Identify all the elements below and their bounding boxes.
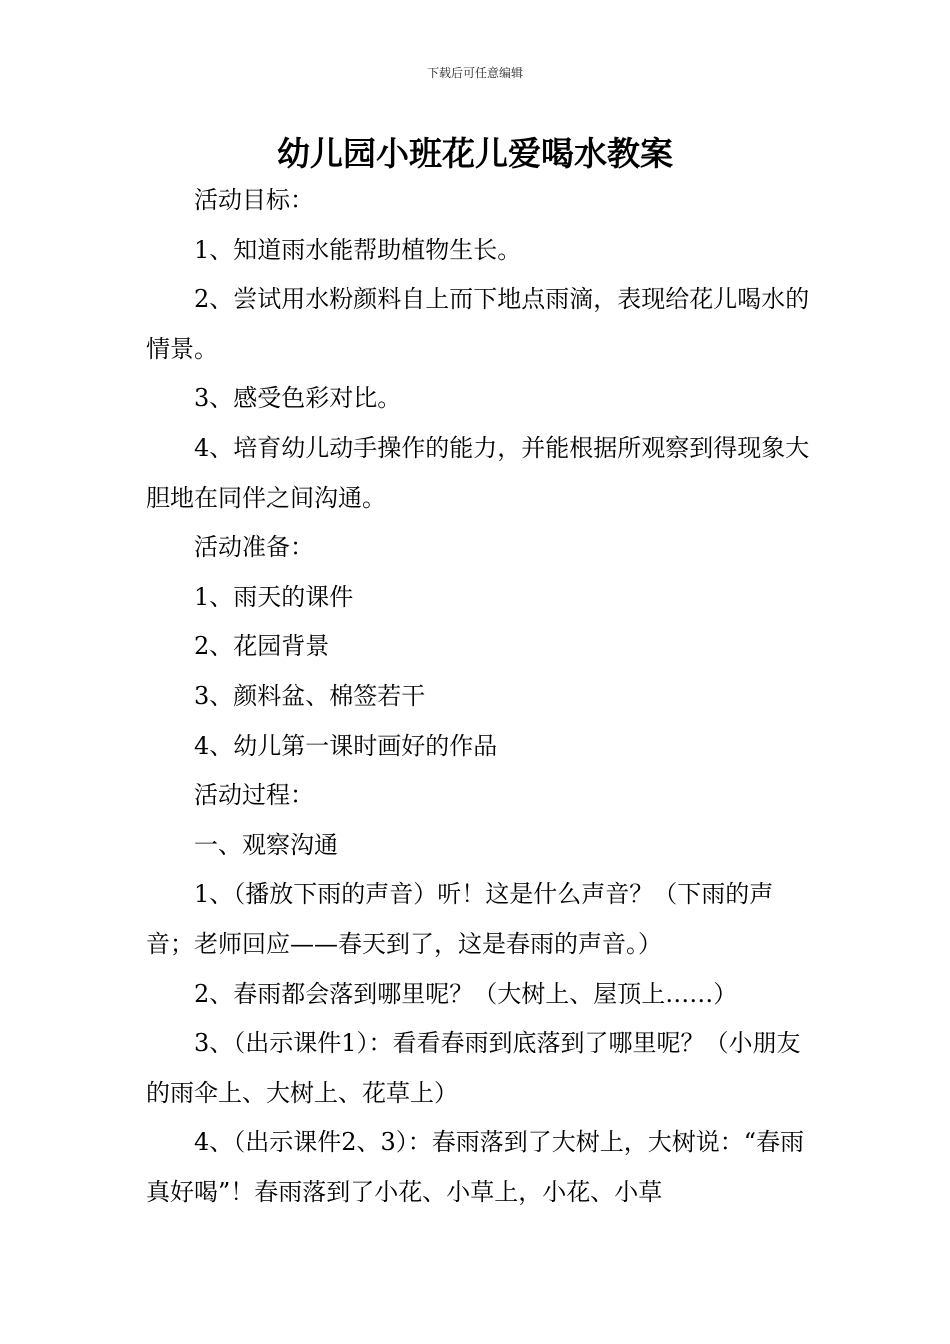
document-title: 幼儿园小班花儿爱喝水教案 [277, 134, 673, 173]
paragraph-prep-2: 2、花园背景 [194, 632, 330, 661]
paragraph-prep-heading: 活动准备： [194, 533, 314, 562]
paragraph-goal-2: 2、尝试用水粉颜料自上而下地点雨滴，表现给花儿喝水的情景。 [146, 285, 810, 363]
paragraph-step-2: 2、春雨都会落到哪里呢？（大树上、屋顶上……） [194, 979, 738, 1008]
paragraph-goal-3: 3、感受色彩对比。 [194, 384, 402, 413]
paragraph-prep-4: 4、幼儿第一课时画好的作品 [194, 731, 498, 760]
paragraph-step-3: 3、（出示课件1）：看看春雨到底落到了哪里呢？（小朋友的雨伞上、大树上、花草上） [146, 1029, 801, 1107]
paragraph-goals-heading: 活动目标： [194, 186, 314, 214]
paragraph-prep-1: 1、雨天的课件 [194, 582, 354, 611]
paragraph-section-1: 一、观察沟通 [194, 830, 338, 859]
paragraph-goal-1: 1、知道雨水能帮助植物生长。 [194, 235, 522, 264]
paragraph-process-heading: 活动过程： [194, 781, 314, 810]
page-header-note: 下载后可任意编辑 [426, 66, 523, 80]
paragraph-step-4: 4、（出示课件2、3）：春雨落到了大树上，大树说：“春雨真好喝”！春雨落到了小花、小草上，小花、小草 [146, 1128, 805, 1206]
paragraph-step-1: 1、（播放下雨的声音）听！这是什么声音？（下雨的声音；老师回应——春天到了，这是春雨的声音。） [146, 880, 774, 958]
document-body [146, 176, 810, 1217]
paragraph-prep-3: 3、颜料盆、棉签若干 [194, 681, 426, 710]
paragraph-goal-4: 4、培育幼儿动手操作的能力，并能根据所观察到得现象大胆地在同伴之间沟通。 [146, 433, 810, 512]
